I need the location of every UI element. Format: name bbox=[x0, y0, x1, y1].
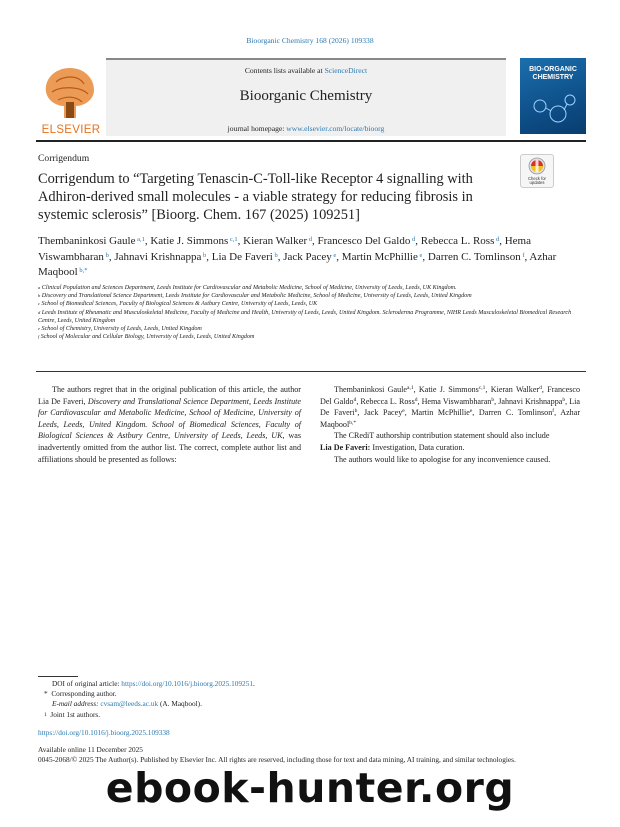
affiliation-key: b bbox=[38, 293, 41, 299]
affiliation-key: d bbox=[38, 309, 41, 315]
homepage-prefix: journal homepage: bbox=[227, 124, 287, 133]
corresponding-note bbox=[38, 689, 438, 699]
affiliation-d bbox=[38, 309, 578, 325]
corrected-author-mark: b bbox=[354, 408, 358, 415]
cover-title: BIO-ORGANIC CHEMISTRY bbox=[529, 66, 577, 81]
credit-roles: Investigation, Data curation. bbox=[370, 442, 465, 452]
author-affiliation-mark[interactable]: d bbox=[307, 236, 312, 243]
author-name[interactable]: Kieran Walker bbox=[243, 235, 308, 247]
author-affiliation-mark[interactable]: b,* bbox=[77, 267, 88, 274]
correction-text-a: The authors regret that in the original publication of this article, the author Lia De Faveri, bbox=[38, 385, 301, 406]
elsevier-wordmark: ELSEVIER bbox=[41, 124, 101, 136]
original-doi-link[interactable]: https://doi.org/10.1016/j.bioorg.2025.109251 bbox=[121, 679, 253, 688]
contents-line bbox=[106, 66, 506, 75]
joint-text: Joint 1st authors. bbox=[50, 709, 101, 719]
author-affiliation-mark[interactable]: e bbox=[417, 251, 423, 259]
credit-author: Lia De Faveri: bbox=[320, 442, 371, 452]
corrected-author-name: Kieran Walker bbox=[490, 385, 540, 394]
crossmark-icon bbox=[521, 155, 553, 177]
corrected-author-mark: d bbox=[539, 385, 542, 391]
doi-prefix: DOI of original article: bbox=[52, 679, 122, 688]
journal-cover[interactable] bbox=[520, 58, 586, 134]
author-list: Thembaninkosi Gaule $^{a,1}$, Katie J. Simmons $^{c,1}$, Kieran Walker $^d$, Francesco Del Galdo $^d$, Rebecca L. Ross $^d$, Hema Viswambharan $^b$, Jahnavi Krishnappa $^b$, Lia De Faveri $^b$, Jack Pacey $^e$, Martin McPhillie $^e$, Darren C. Tomlinson $^f$, Azhar Maqbool $^{b,*}$ bbox=[38, 235, 557, 278]
corrected-author-name: Thembaninkosi Gaule bbox=[334, 385, 407, 394]
cover-molecule-icon bbox=[520, 58, 586, 134]
email-link[interactable]: cvsam@leeds.ac.uk bbox=[100, 699, 159, 709]
corrected-author-mark: d bbox=[414, 396, 418, 403]
elsevier-logo bbox=[36, 62, 104, 134]
watermark: ebook-hunter.org bbox=[105, 764, 515, 812]
corrected-author-name: Jahnavi Krishnappa bbox=[498, 396, 563, 406]
affiliation-text: School of Chemistry, University of Leeds, Leeds, United Kingdom bbox=[40, 326, 202, 333]
email-label: E-mail address: bbox=[52, 699, 101, 709]
corrected-author-name: Martin McPhillie bbox=[411, 408, 470, 418]
article-doi-link[interactable]: https://doi.org/10.1016/j.bioorg.2025.109338 bbox=[38, 728, 170, 737]
corr-mark: * bbox=[44, 689, 48, 699]
affiliation-text: School of Biomedical Sciences, Faculty of Biological Sciences & Astbury Centre, University of Leeds, Leeds, UK bbox=[40, 301, 318, 308]
affiliation-text: Discovery and Translational Science Department, Leeds Institute for Cardiovascular and Metabolic Medicine, School of Medicine, University of Leeds, Leeds, United Kingdom bbox=[40, 293, 472, 300]
author-affiliation-mark[interactable]: f bbox=[520, 251, 525, 259]
corrected-author-mark: f bbox=[552, 408, 555, 415]
affiliation-text: Leeds Institute of Rheumatic and Musculoskeletal Medicine, Faculty of Medicine and Health, University of Leeds, Leeds, United Kingdom. Scleroderma Programme, NIHR Leeds Musculoskeletal Biomedical Research Centre, Leeds, United Kingdom bbox=[38, 309, 572, 324]
homepage-link[interactable]: www.elsevier.com/locate/bioorg bbox=[286, 124, 385, 133]
corrected-author-name: Francesco Del Galdo bbox=[320, 385, 581, 406]
apology-paragraph: The authors would like to apologise for any inconvenience caused. bbox=[334, 454, 551, 464]
affiliation-text: Clinical Population and Sciences Department, Leeds Institute for Cardiovascular and Metabolic Medicine, School of Medicine, University of Leeds, Leeds, UK Kingdom. bbox=[40, 285, 457, 291]
body-right-column bbox=[320, 384, 580, 465]
author-name[interactable]: Rebecca L. Ross bbox=[420, 235, 495, 247]
affiliation-b bbox=[38, 292, 578, 300]
affiliation-f bbox=[38, 333, 578, 341]
check-for-updates-button[interactable] bbox=[520, 154, 554, 188]
credit-paragraph bbox=[320, 430, 580, 453]
correction-text-b: was inadvertently omitted from the author list. The correct, complete author list and affiliations should be presented as follows: bbox=[38, 431, 301, 464]
corrected-author-name: Jack Pacey bbox=[364, 408, 403, 418]
corrected-author-name: Hema Viswambharan bbox=[421, 396, 492, 406]
corrected-author-mark: a,1 bbox=[407, 385, 414, 391]
joint-mark: 1 bbox=[44, 711, 47, 718]
corrected-author-list: Thembaninkosi Gaule$^{a,1}$, Katie J. Simmons$^{c,1}$, Kieran Walker$^d$, Francesco Del Galdo$^d$, Rebecca L. Ross$^d$, Hema Viswambharan$^b$, Jahnavi Krishnappa$^b$, Lia De Faveri$^b$, Jack Pacey$^e$, Martin McPhillie$^e$, Darren C. Tomlinson$^f$, Azhar Maqbool$^{b,*}$ bbox=[320, 385, 581, 429]
email-tail: (A. Maqbool). bbox=[158, 699, 202, 709]
crossmark-label: Check for updates bbox=[528, 176, 546, 186]
affiliation-key: e bbox=[38, 326, 40, 332]
affiliations bbox=[38, 284, 578, 341]
copyright-line: 0045-2068/© 2025 The Author(s). Published by Elsevier Inc. All rights are reserved, including those for text and data mining, AI training, and similar technologies. bbox=[38, 755, 516, 765]
author-affiliation-mark[interactable]: b bbox=[272, 251, 278, 259]
header-divider bbox=[36, 140, 586, 142]
corrected-author-name: Azhar Maqbool bbox=[320, 408, 581, 429]
affiliation-text: School of Molecular and Cellular Biology, University of Leeds, Leeds, United Kingdom bbox=[39, 334, 255, 341]
homepage-line bbox=[106, 124, 506, 133]
corrected-author-name: Katie J. Simmons bbox=[418, 385, 479, 394]
author-name[interactable]: Azhar Maqbool bbox=[38, 250, 557, 278]
journal-title: Bioorganic Chemistry bbox=[239, 88, 373, 104]
affiliation-key: a bbox=[38, 285, 41, 290]
available-online: Available online 11 December 2025 bbox=[38, 745, 143, 754]
publication-info bbox=[38, 745, 516, 765]
affiliation-e bbox=[38, 325, 578, 333]
corrected-author-name: Rebecca L. Ross bbox=[360, 396, 415, 406]
correction-affiliation: Discovery and Translational Science Department, Leeds Institute for Cardiovascular and Metabolic Medicine, School of Medicine, University of Leeds, Leeds, United Kingdom. School of Biomedical Sciences, Faculty of Biological Sciences & Astbury Centre, University of Leeds, Leeds, UK, bbox=[38, 396, 302, 441]
journal-header bbox=[36, 58, 586, 136]
joint-note bbox=[38, 710, 438, 720]
corrected-author-mark: b,* bbox=[349, 419, 357, 426]
author-name[interactable]: Hema Viswambharan bbox=[38, 235, 531, 263]
author-affiliation-mark[interactable]: d bbox=[494, 236, 500, 243]
journal-info-box bbox=[106, 58, 506, 136]
corrected-author-mark: e bbox=[402, 408, 405, 415]
corrected-author-mark: c,1 bbox=[478, 385, 486, 391]
top-citation[interactable]: Bioorganic Chemistry 168 (2026) 109338 bbox=[246, 36, 374, 45]
author-affiliation-mark[interactable]: e bbox=[331, 251, 337, 259]
affiliation-a bbox=[38, 284, 578, 292]
content-divider bbox=[36, 371, 586, 372]
corrected-author-mark: b bbox=[562, 396, 566, 403]
corrected-author-name: Lia De Faveri bbox=[320, 396, 580, 418]
author-affiliation-mark[interactable]: a,1 bbox=[135, 236, 145, 243]
author-name[interactable]: Martin McPhillie bbox=[341, 250, 418, 263]
affiliation-key: c bbox=[38, 301, 40, 307]
author-name[interactable]: Jahnavi Krishnappa bbox=[114, 250, 202, 263]
footnote-divider bbox=[38, 676, 78, 677]
tree-logo-icon bbox=[36, 62, 104, 122]
original-doi-note: DOI of original article: https://doi.org/10.1016/j.bioorg.2025.109251. bbox=[52, 679, 255, 688]
author-affiliation-mark[interactable]: b bbox=[201, 251, 207, 259]
author-name[interactable]: Jack Pacey bbox=[283, 250, 332, 263]
corrected-author-mark: b bbox=[491, 396, 495, 403]
author-affiliation-mark[interactable]: d bbox=[410, 236, 416, 243]
author-name[interactable]: Katie J. Simmons bbox=[150, 235, 229, 247]
author-affiliation-mark[interactable]: c,1 bbox=[228, 236, 238, 243]
author-affiliation-mark[interactable]: b bbox=[103, 251, 109, 259]
article-type: Corrigendum bbox=[38, 153, 90, 164]
body-left-column bbox=[38, 384, 301, 465]
credit-text: The CRediT authorship contribution statement should also include bbox=[334, 431, 550, 441]
contents-prefix: Contents lists available at bbox=[244, 66, 325, 75]
corrected-author-mark: d bbox=[353, 396, 357, 403]
footnotes bbox=[38, 679, 438, 720]
author-name[interactable]: Lia De Faveri bbox=[211, 250, 273, 263]
email-note bbox=[38, 699, 438, 709]
corr-text: Corresponding author. bbox=[51, 689, 117, 699]
correction-paragraph bbox=[38, 384, 301, 465]
author-name[interactable]: Francesco Del Galdo bbox=[317, 235, 411, 247]
author-name[interactable]: Thembaninkosi Gaule bbox=[38, 235, 136, 247]
affiliation-key: f bbox=[38, 334, 40, 340]
sciencedirect-link[interactable]: ScienceDirect bbox=[324, 66, 368, 75]
corrected-author-name: Darren C. Tomlinson bbox=[478, 408, 553, 418]
corrected-author-mark: e bbox=[469, 408, 473, 415]
author-name[interactable]: Darren C. Tomlinson bbox=[427, 250, 521, 263]
article-title: Corrigendum to “Targeting Tenascin-C-Toll-like Receptor 4 signalling with Adhiron-derived small molecules - a viable strategy for reducing fibrosis in systemic sclerosis” [Bioorg. Chem. 167 (2025) 109251] bbox=[38, 171, 473, 223]
affiliation-c bbox=[38, 300, 578, 308]
